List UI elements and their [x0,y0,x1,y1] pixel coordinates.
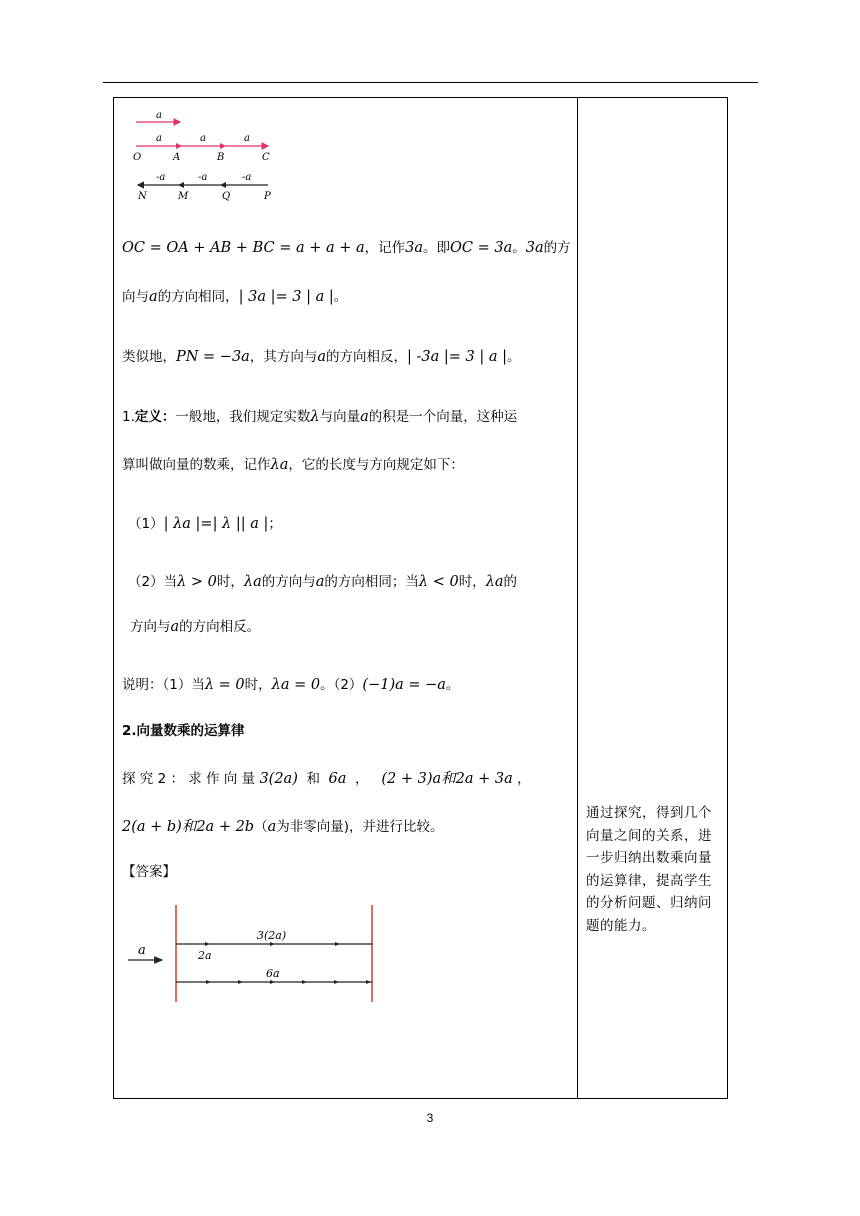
explore-line-2: 2(a + b)和2a + 2b（a为非零向量)，并进行比较。 [122,819,444,835]
tick-arrow [335,942,340,946]
tick-arrow [220,143,226,149]
top-vector-label: 3(2a) [257,929,287,942]
tick-arrow [270,980,275,984]
point-p: P [264,191,271,202]
equation-line-2: 向与a的方向相同，| 3a |= 3 | a |。 [122,289,348,305]
tick-arrow [270,942,275,946]
vector-diagram-scaling [126,902,386,1006]
seg-label: a [200,133,206,144]
tick-arrow [302,980,307,984]
point-n: N [138,191,147,202]
point-b: B [217,152,225,163]
note-line: 说明：（1）当λ = 0时，λa = 0。（2）(−1)a = −a。 [122,677,460,693]
explore-line-1: 探 究 2 ： 求 作 向 量 3(2a) 和 6a ， (2 + 3)a和2a + 3a ， [122,771,531,787]
vector-a-label: a [138,943,146,958]
section-heading-2: 2.向量数乘的运算律 [122,723,245,739]
answer-label: 【答案】 [122,864,176,880]
neg-seg-label: -a [156,172,166,183]
seg-label: a [156,133,162,144]
rule-2: （2）当λ > 0时，λa的方向与a的方向相同；当λ < 0时，λa的 [128,574,518,590]
point-a: A [173,152,181,163]
header-rule [103,82,758,83]
tick-arrow [238,980,243,984]
side-note: 通过探究，得到几个向量之间的关系，进一步归纳出数乘向量的运算律，提高学生的分析问题、归纳问题的能力。 [586,805,712,934]
neg-seg-label: -a [198,172,208,183]
tick-arrow [220,182,226,188]
seg-vector-label: 2a [198,949,212,962]
vector-diagram-oabc [128,108,288,203]
similar-line: 类似地，PN = −3a，其方向与a的方向相反，| -3a |= 3 | a |。 [122,349,521,365]
tick-arrow [205,942,210,946]
point-c: C [262,152,270,163]
tick-arrow [176,143,182,149]
point-m: M [178,191,189,202]
bottom-vector-label: 6a [266,967,280,980]
definition-line-1: 1.定义：一般地，我们规定实数λ与向量a的积是一个向量，这种运 [122,409,518,425]
page-number: 3 [426,1111,434,1125]
tick-arrow [206,980,211,984]
table-column-divider [577,97,578,1099]
definition-line-2: 算叫做向量的数乘，记作λa，它的长度与方向规定如下： [122,457,464,473]
neg-seg-label: -a [242,172,252,183]
tick-arrow [334,980,339,984]
vector-a-label: a [156,110,162,121]
tick-arrow [366,980,371,984]
point-q: Q [222,191,231,202]
tick-arrow [178,182,184,188]
rule-1: （1）| λa |=| λ || a |； [128,516,282,532]
point-o: O [133,152,142,163]
equation-line-1: OC = OA + AB + BC = a + a + a，记作3a。即OC = 3a。3a的方 [122,240,571,256]
rule-2-continued: 方向与a的方向相反。 [130,619,261,635]
seg-label: a [244,133,250,144]
